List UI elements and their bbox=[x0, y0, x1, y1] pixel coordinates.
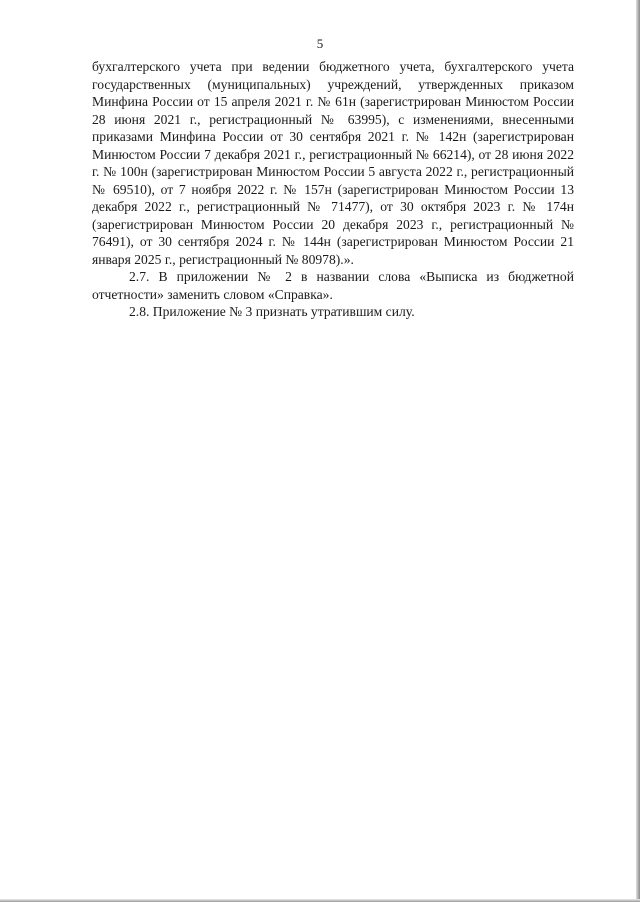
scan-edge-right bbox=[636, 0, 640, 902]
document-body bbox=[92, 58, 574, 321]
paragraph-item-2-7: 2.7. В приложении № 2 в названии слова «Выписка из бюджетной отчетности» заменить словом «Справка». bbox=[92, 269, 574, 302]
paragraph-item-2-8: 2.8. Приложение № 3 признать утратившим силу. bbox=[129, 304, 415, 319]
page-number: 5 bbox=[316, 36, 324, 51]
paragraph-continuation: бухгалтерского учета при ведении бюджетного учета, бухгалтерского учета государственных (муниципальных) учреждений, утвержденных приказом Минфина России от 15 апреля 2021 г. № 61н (зарегистрирован Минюстом России 28 июня 2021 г., регистрационный № 63995), с изменениями, внесенными приказами Минфина России от 30 сентября 2021 г. № 142н (зарегистрирован Минюстом России 7 декабря 2021 г., регистрационный № 66214), от 28 июня 2022 г. № 100н (зарегистрирован Минюстом России 5 августа 2022 г., регистрационный № 69510), от 7 ноября 2022 г. № 157н (зарегистрирован Минюстом России 13 декабря 2022 г., регистрационный № 71477), от 30 октября 2023 г. № 174н (зарегистрирован Минюстом России 20 декабря 2023 г., регистрационный № 76491), от 30 сентября 2024 г. № 144н (зарегистрирован Минюстом России 21 января 2025 г., регистрационный № 80978).». bbox=[92, 59, 574, 267]
